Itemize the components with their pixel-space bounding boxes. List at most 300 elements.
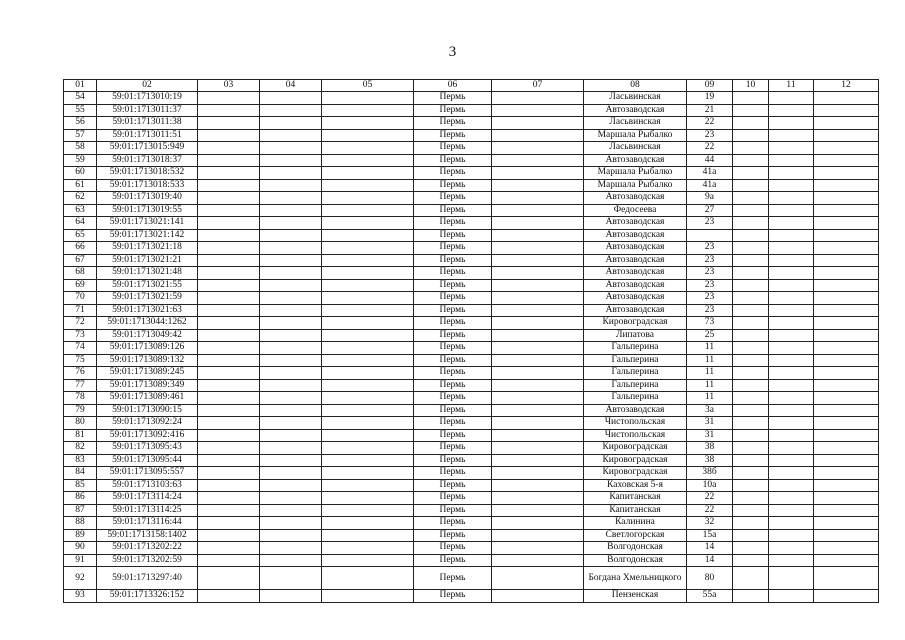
cell-03	[198, 517, 260, 530]
cell-05	[322, 454, 414, 467]
cell-street: Светлогорская	[584, 529, 687, 542]
cell-04	[260, 179, 322, 192]
cell-number: 59	[64, 154, 97, 167]
cell-10	[733, 254, 769, 267]
cell-11	[769, 417, 814, 430]
cell-city: Пермь	[414, 117, 492, 130]
cell-10	[733, 317, 769, 330]
cell-city: Пермь	[414, 417, 492, 430]
cell-12	[814, 292, 879, 305]
cell-12	[814, 142, 879, 155]
cell-11	[769, 179, 814, 192]
cell-house: 38	[687, 454, 733, 467]
cell-04	[260, 142, 322, 155]
cell-11	[769, 104, 814, 117]
cell-city: Пермь	[414, 454, 492, 467]
cell-07	[492, 292, 584, 305]
cell-04	[260, 254, 322, 267]
cell-12	[814, 342, 879, 355]
table-row	[64, 404, 879, 417]
cell-05	[322, 342, 414, 355]
cell-03	[198, 554, 260, 567]
cell-cadastral-number: 59:01:1713021:48	[97, 267, 198, 280]
cell-cadastral-number: 59:01:1713089:126	[97, 342, 198, 355]
cell-10	[733, 92, 769, 105]
cell-04	[260, 292, 322, 305]
cell-street: Кировоградская	[584, 454, 687, 467]
cell-cadastral-number: 59:01:1713297:40	[97, 567, 198, 590]
cell-03	[198, 279, 260, 292]
cell-house: 23	[687, 254, 733, 267]
cell-11	[769, 217, 814, 230]
cell-07	[492, 392, 584, 405]
cell-city: Пермь	[414, 254, 492, 267]
cell-10	[733, 267, 769, 280]
cell-12	[814, 367, 879, 380]
cell-12	[814, 117, 879, 130]
cell-11	[769, 442, 814, 455]
cell-cadastral-number: 59:01:1713021:63	[97, 304, 198, 317]
cell-city: Пермь	[414, 317, 492, 330]
cell-04	[260, 267, 322, 280]
cell-street: Калинина	[584, 517, 687, 530]
cell-city: Пермь	[414, 542, 492, 555]
cell-city: Пермь	[414, 104, 492, 117]
cell-city: Пермь	[414, 204, 492, 217]
cell-cadastral-number: 59:01:1713202:59	[97, 554, 198, 567]
cell-city: Пермь	[414, 242, 492, 255]
table-row	[64, 354, 879, 367]
cell-03	[198, 167, 260, 180]
cell-city: Пермь	[414, 479, 492, 492]
cell-04	[260, 129, 322, 142]
cell-07	[492, 329, 584, 342]
cell-05	[322, 417, 414, 430]
cell-11	[769, 317, 814, 330]
cell-11	[769, 142, 814, 155]
cell-house: 38б	[687, 467, 733, 480]
table-row	[64, 104, 879, 117]
cell-10	[733, 467, 769, 480]
cell-04	[260, 279, 322, 292]
cell-number: 68	[64, 267, 97, 280]
cell-house: 27	[687, 204, 733, 217]
cell-10	[733, 479, 769, 492]
cell-number: 57	[64, 129, 97, 142]
cell-10	[733, 404, 769, 417]
cell-04	[260, 167, 322, 180]
cell-10	[733, 429, 769, 442]
cell-03	[198, 329, 260, 342]
cell-04	[260, 342, 322, 355]
cell-03	[198, 229, 260, 242]
cell-03	[198, 342, 260, 355]
cell-number: 71	[64, 304, 97, 317]
table-row	[64, 329, 879, 342]
cell-street: Ласьвинская	[584, 142, 687, 155]
cell-11	[769, 542, 814, 555]
cell-number: 81	[64, 429, 97, 442]
cell-07	[492, 354, 584, 367]
cell-number: 82	[64, 442, 97, 455]
cell-11	[769, 304, 814, 317]
cell-12	[814, 229, 879, 242]
cell-05	[322, 292, 414, 305]
cell-03	[198, 117, 260, 130]
cell-street: Волгодонская	[584, 554, 687, 567]
cell-05	[322, 192, 414, 205]
cell-05	[322, 217, 414, 230]
cell-12	[814, 329, 879, 342]
cell-cadastral-number: 59:01:1713015:949	[97, 142, 198, 155]
cell-07	[492, 367, 584, 380]
cell-street: Чистопольская	[584, 429, 687, 442]
table-header	[64, 80, 879, 92]
cell-12	[814, 204, 879, 217]
cell-11	[769, 117, 814, 130]
cell-03	[198, 104, 260, 117]
cell-house: 9а	[687, 192, 733, 205]
cell-10	[733, 529, 769, 542]
cell-number: 89	[64, 529, 97, 542]
cell-05	[322, 142, 414, 155]
cell-house: 22	[687, 117, 733, 130]
cell-04	[260, 404, 322, 417]
cell-12	[814, 454, 879, 467]
table-row	[64, 179, 879, 192]
cell-04	[260, 154, 322, 167]
cell-05	[322, 492, 414, 505]
cell-street: Автозаводская	[584, 104, 687, 117]
cell-04	[260, 217, 322, 230]
cell-number: 55	[64, 104, 97, 117]
cell-city: Пермь	[414, 342, 492, 355]
cell-05	[322, 254, 414, 267]
cell-04	[260, 567, 322, 590]
cell-03	[198, 242, 260, 255]
cell-number: 63	[64, 204, 97, 217]
cell-cadastral-number: 59:01:1713103:63	[97, 479, 198, 492]
table-body	[64, 92, 879, 603]
cell-12	[814, 217, 879, 230]
cell-house: 22	[687, 492, 733, 505]
cell-11	[769, 342, 814, 355]
cell-number: 67	[64, 254, 97, 267]
cell-07	[492, 417, 584, 430]
cell-number: 69	[64, 279, 97, 292]
cell-10	[733, 329, 769, 342]
cell-city: Пермь	[414, 554, 492, 567]
cell-cadastral-number: 59:01:1713019:55	[97, 204, 198, 217]
table-row	[64, 117, 879, 130]
cell-city: Пермь	[414, 567, 492, 590]
cell-street: Автозаводская	[584, 254, 687, 267]
cell-number: 61	[64, 179, 97, 192]
cell-05	[322, 542, 414, 555]
table-row	[64, 567, 879, 590]
cell-house: 10а	[687, 479, 733, 492]
cell-10	[733, 567, 769, 590]
cell-05	[322, 242, 414, 255]
cell-street: Маршала Рыбалко	[584, 167, 687, 180]
cell-03	[198, 542, 260, 555]
cell-10	[733, 104, 769, 117]
table-row	[64, 279, 879, 292]
cell-street: Автозаводская	[584, 279, 687, 292]
cell-07	[492, 267, 584, 280]
cell-07	[492, 529, 584, 542]
table-row	[64, 504, 879, 517]
column-header: 11	[769, 80, 814, 92]
cell-cadastral-number: 59:01:1713018:37	[97, 154, 198, 167]
cell-number: 83	[64, 454, 97, 467]
cell-12	[814, 492, 879, 505]
cell-12	[814, 304, 879, 317]
table-row	[64, 429, 879, 442]
cell-11	[769, 354, 814, 367]
cell-05	[322, 567, 414, 590]
cell-07	[492, 590, 584, 603]
cell-10	[733, 454, 769, 467]
table-row	[64, 254, 879, 267]
cell-house: 23	[687, 217, 733, 230]
cell-cadastral-number: 59:01:1713021:141	[97, 217, 198, 230]
cell-12	[814, 392, 879, 405]
cell-house: 3а	[687, 404, 733, 417]
cell-07	[492, 204, 584, 217]
column-header: 08	[584, 80, 687, 92]
cell-city: Пермь	[414, 354, 492, 367]
cell-number: 84	[64, 467, 97, 480]
cell-05	[322, 229, 414, 242]
cell-05	[322, 404, 414, 417]
cell-12	[814, 154, 879, 167]
cell-07	[492, 117, 584, 130]
cell-city: Пермь	[414, 292, 492, 305]
table-row	[64, 554, 879, 567]
cell-street: Автозаводская	[584, 267, 687, 280]
cell-03	[198, 479, 260, 492]
cell-cadastral-number: 59:01:1713095:43	[97, 442, 198, 455]
cell-number: 92	[64, 567, 97, 590]
cell-07	[492, 379, 584, 392]
cell-03	[198, 292, 260, 305]
cell-03	[198, 317, 260, 330]
table-row	[64, 442, 879, 455]
page-number: 3	[448, 44, 457, 60]
cell-04	[260, 379, 322, 392]
cell-04	[260, 329, 322, 342]
cell-05	[322, 92, 414, 105]
cell-street: Каховская 5-я	[584, 479, 687, 492]
table-row	[64, 392, 879, 405]
cell-house: 23	[687, 129, 733, 142]
cell-07	[492, 129, 584, 142]
cell-number: 54	[64, 92, 97, 105]
table-row	[64, 492, 879, 505]
cell-street: Федосеева	[584, 204, 687, 217]
cell-cadastral-number: 59:01:1713021:55	[97, 279, 198, 292]
cell-city: Пермь	[414, 379, 492, 392]
cell-cadastral-number: 59:01:1713089:132	[97, 354, 198, 367]
column-header: 06	[414, 80, 492, 92]
cell-house: 14	[687, 542, 733, 555]
cell-03	[198, 179, 260, 192]
table-row	[64, 379, 879, 392]
cell-03	[198, 92, 260, 105]
cell-cadastral-number: 59:01:1713089:461	[97, 392, 198, 405]
table-row	[64, 142, 879, 155]
cell-city: Пермь	[414, 229, 492, 242]
cell-11	[769, 379, 814, 392]
column-header: 01	[64, 80, 97, 92]
cell-10	[733, 292, 769, 305]
cell-07	[492, 429, 584, 442]
cell-04	[260, 479, 322, 492]
cell-cadastral-number: 59:01:1713018:533	[97, 179, 198, 192]
cell-11	[769, 329, 814, 342]
cell-street: Автозаводская	[584, 304, 687, 317]
table-row	[64, 229, 879, 242]
cell-city: Пермь	[414, 429, 492, 442]
cell-cadastral-number: 59:01:1713092:416	[97, 429, 198, 442]
cell-number: 75	[64, 354, 97, 367]
cell-street: Маршала Рыбалко	[584, 179, 687, 192]
cell-number: 62	[64, 192, 97, 205]
table-row	[64, 367, 879, 380]
cell-03	[198, 367, 260, 380]
cell-street: Гальперина	[584, 392, 687, 405]
table-row	[64, 204, 879, 217]
cell-07	[492, 404, 584, 417]
cell-city: Пермь	[414, 167, 492, 180]
cell-street: Пензенская	[584, 590, 687, 603]
cell-03	[198, 354, 260, 367]
cell-03	[198, 567, 260, 590]
cell-12	[814, 404, 879, 417]
table-row	[64, 167, 879, 180]
cell-city: Пермь	[414, 517, 492, 530]
cell-12	[814, 429, 879, 442]
cell-12	[814, 92, 879, 105]
cell-12	[814, 567, 879, 590]
cell-12	[814, 279, 879, 292]
cell-10	[733, 229, 769, 242]
cell-cadastral-number: 59:01:1713021:142	[97, 229, 198, 242]
cell-number: 80	[64, 417, 97, 430]
cell-city: Пермь	[414, 529, 492, 542]
cell-12	[814, 479, 879, 492]
cell-cadastral-number: 59:01:1713049:42	[97, 329, 198, 342]
cell-05	[322, 117, 414, 130]
cell-03	[198, 504, 260, 517]
cell-07	[492, 492, 584, 505]
cell-number: 60	[64, 167, 97, 180]
table-row	[64, 292, 879, 305]
cell-07	[492, 179, 584, 192]
cell-05	[322, 329, 414, 342]
cell-street: Автозаводская	[584, 292, 687, 305]
table-row	[64, 342, 879, 355]
cell-cadastral-number: 59:01:1713095:557	[97, 467, 198, 480]
cell-12	[814, 529, 879, 542]
cell-number: 66	[64, 242, 97, 255]
table-row	[64, 467, 879, 480]
cell-05	[322, 467, 414, 480]
cell-cadastral-number: 59:01:1713089:349	[97, 379, 198, 392]
cell-cadastral-number: 59:01:1713089:245	[97, 367, 198, 380]
cell-04	[260, 554, 322, 567]
column-header: 07	[492, 80, 584, 92]
cell-07	[492, 504, 584, 517]
cell-street: Гальперина	[584, 342, 687, 355]
column-header: 03	[198, 80, 260, 92]
cell-house: 11	[687, 379, 733, 392]
cell-05	[322, 179, 414, 192]
cell-03	[198, 192, 260, 205]
cell-05	[322, 479, 414, 492]
cell-10	[733, 442, 769, 455]
cell-number: 86	[64, 492, 97, 505]
cell-04	[260, 542, 322, 555]
cell-cadastral-number: 59:01:1713011:38	[97, 117, 198, 130]
cell-city: Пермь	[414, 404, 492, 417]
cell-11	[769, 590, 814, 603]
cell-04	[260, 317, 322, 330]
cell-05	[322, 517, 414, 530]
cell-11	[769, 279, 814, 292]
cell-street: Автозаводская	[584, 217, 687, 230]
table-row	[64, 417, 879, 430]
cell-street: Чистопольская	[584, 417, 687, 430]
cell-05	[322, 167, 414, 180]
cell-number: 77	[64, 379, 97, 392]
cell-city: Пермь	[414, 129, 492, 142]
cell-07	[492, 542, 584, 555]
cell-04	[260, 242, 322, 255]
cell-number: 76	[64, 367, 97, 380]
cell-house: 23	[687, 242, 733, 255]
cell-03	[198, 304, 260, 317]
cell-03	[198, 154, 260, 167]
cell-05	[322, 442, 414, 455]
cell-03	[198, 379, 260, 392]
cell-12	[814, 267, 879, 280]
cell-house: 80	[687, 567, 733, 590]
cell-number: 90	[64, 542, 97, 555]
column-header: 12	[814, 80, 879, 92]
cell-street: Гальперина	[584, 354, 687, 367]
cell-street: Гальперина	[584, 379, 687, 392]
cell-05	[322, 529, 414, 542]
cell-04	[260, 442, 322, 455]
cell-number: 73	[64, 329, 97, 342]
cell-city: Пермь	[414, 504, 492, 517]
cell-12	[814, 104, 879, 117]
cell-house: 44	[687, 154, 733, 167]
cell-house: 31	[687, 429, 733, 442]
cell-house	[687, 229, 733, 242]
cell-04	[260, 492, 322, 505]
cell-number: 70	[64, 292, 97, 305]
table-row	[64, 454, 879, 467]
cell-07	[492, 517, 584, 530]
cell-city: Пермь	[414, 279, 492, 292]
cell-10	[733, 217, 769, 230]
cell-03	[198, 404, 260, 417]
cell-12	[814, 192, 879, 205]
cell-03	[198, 217, 260, 230]
